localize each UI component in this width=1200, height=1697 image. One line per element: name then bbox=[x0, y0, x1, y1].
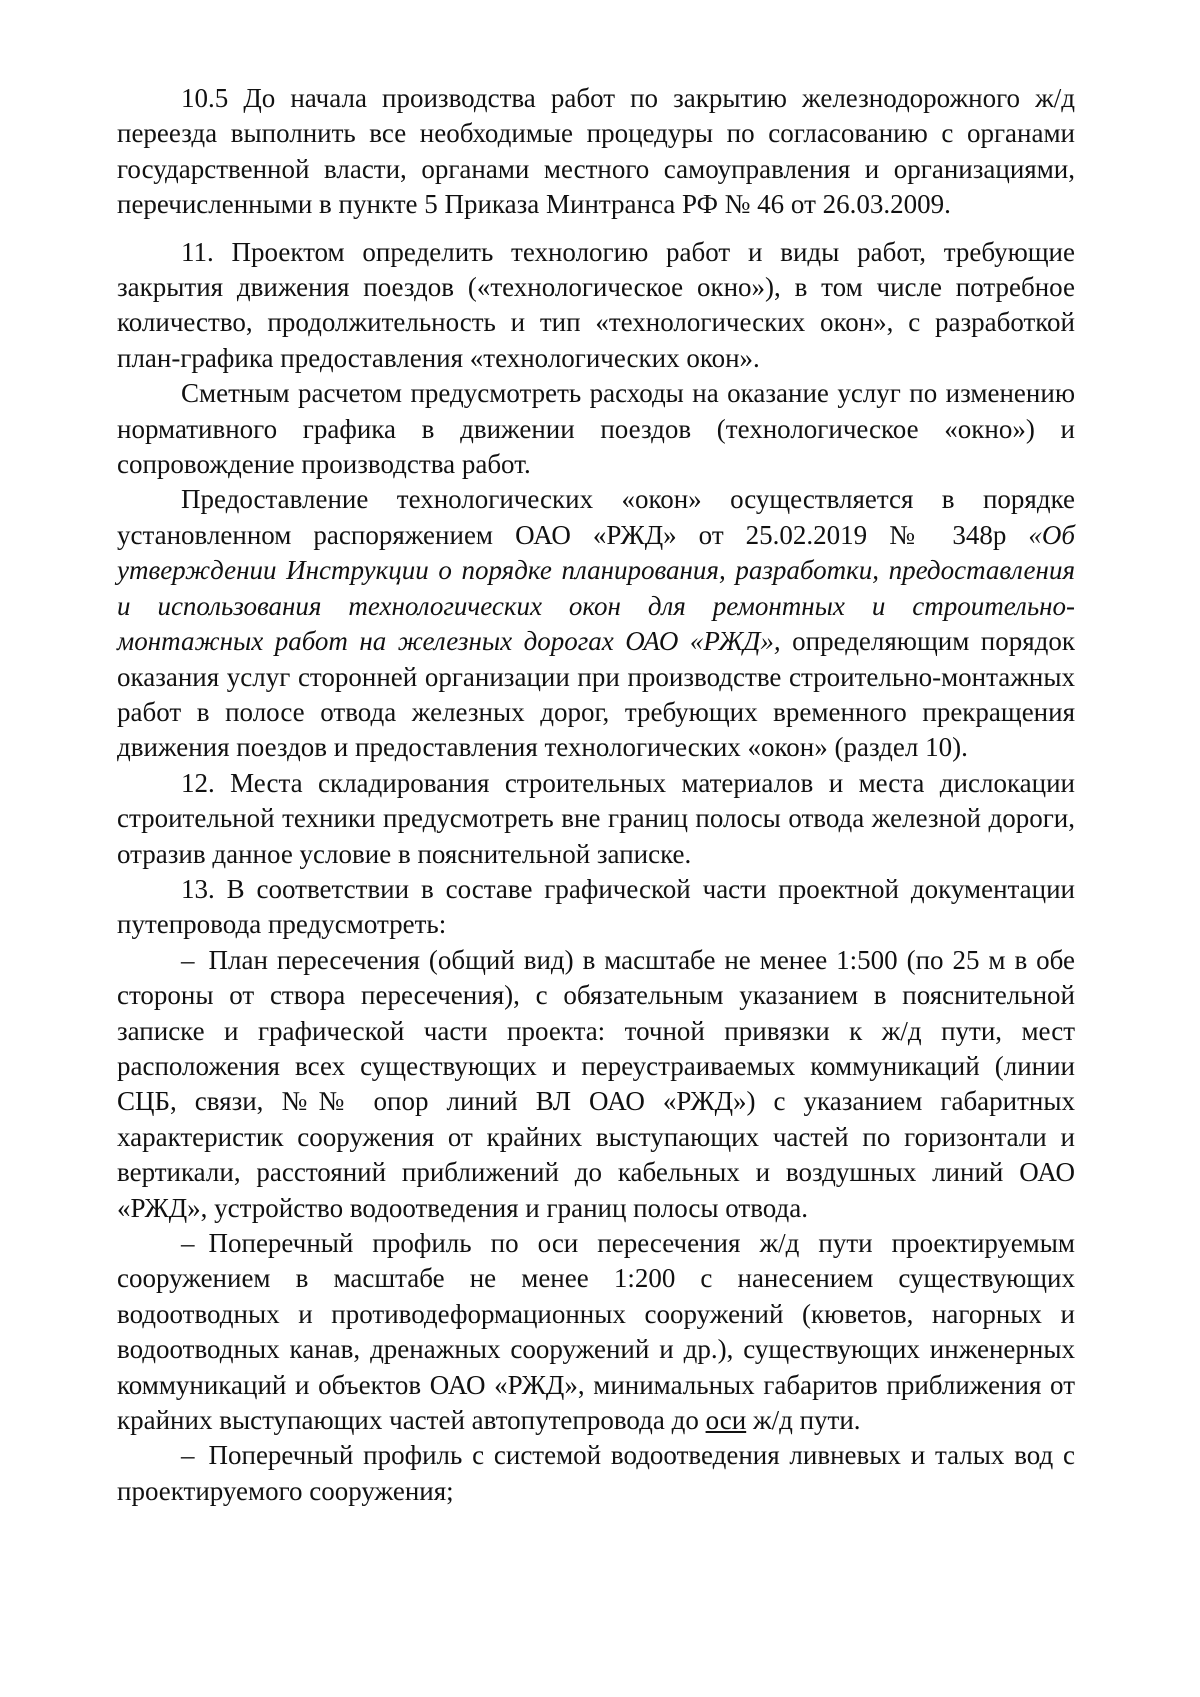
list-dash: – bbox=[181, 1440, 195, 1471]
list-item-plan bbox=[117, 943, 1075, 1226]
document-page bbox=[117, 81, 1075, 1509]
provision-text-start: Предоставление технологических «окон» осуществляется в порядке установленном распоряжением ОАО «РЖД» от 25.02.2019 № 348р bbox=[117, 484, 1075, 550]
paragraph-13: 13. В соответствии в составе графической части проектной документации путепровода предусмотреть: bbox=[117, 873, 1075, 940]
list-item-drainage-profile bbox=[117, 1438, 1075, 1509]
list-dash: – bbox=[181, 1228, 195, 1258]
paragraph-11-provision bbox=[117, 482, 1075, 765]
list-item-cross-profile-text: Поперечный профиль по оси пересечения ж/д пути проектируемым сооружением в масштабе не менее 1:200 с нанесением существующих водоотводных и противодеформационных сооружений (кюветов, нагорных и водоотводных канав, дренажных сооружений и др.), существующих инженерных коммуникаций и объектов ОАО «РЖД», минимальных габаритов приближения от крайних выступающих частей автопутепровода до bbox=[117, 1228, 1075, 1436]
provision-text-end: определяющим порядок оказания услуг сторонней организации при производстве строительно-монтажных работ в полосе отвода железных дорог, требующих временного прекращения движения поездов и предоставления технологических «окон» (раздел 10). bbox=[117, 626, 1075, 763]
list-item-cross-profile-end: ж/д пути. bbox=[746, 1405, 861, 1436]
regulation-title: «Об утверждении Инструкции о порядке планирования, разработки, предоставления и использования технологических окон для ремонтных и строительно-монтажных работ на железных дорогах ОАО «РЖД», bbox=[117, 519, 1075, 657]
list-item-cross-profile bbox=[117, 1226, 1075, 1438]
list-dash: – bbox=[181, 944, 195, 975]
paragraph-12: 12. Места складирования строительных материалов и места дислокации строительной техники предусмотреть вне границ полосы отвода железной дороги, отразив данное условие в пояснительной записке. bbox=[117, 767, 1075, 869]
list-item-drainage-profile-text: Поперечный профиль с системой водоотведения ливневых и талых вод с проектируемого сооружения; bbox=[117, 1440, 1075, 1506]
paragraph-11-estimate: Сметным расчетом предусмотреть расходы на оказание услуг по изменению нормативного графика в движении поездов (технологическое «окно») и сопровождение производства работ. bbox=[117, 378, 1075, 480]
paragraph-11: 11. Проектом определить технологию работ и виды работ, требующие закрытия движения поездов («технологическое окно»), в том числе потребное количество, продолжительность и тип «технологических окон», с разработкой план-графика предоставления «технологических окон». bbox=[117, 236, 1075, 373]
list-item-plan-text: План пересечения (общий вид) в масштабе не менее 1:500 (по 25 м в обе стороны от створа пересечения), с обязательным указанием в пояснительной записке и графической части проекта: точной привязки к ж/д пути, мест расположения всех существующих и переустраиваемых коммуникаций (линии СЦБ, связи, №№ опор линий ВЛ ОАО «РЖД») с указанием габаритных характеристик сооружения от крайних выступающих частей по горизонтали и вертикали, расстояний приближений до кабельных и воздушных линий ОАО «РЖД», устройство водоотведения и границ полосы отвода. bbox=[117, 944, 1075, 1223]
paragraph-10-5: 10.5 До начала производства работ по закрытию железнодорожного ж/д переезда выполнить все необходимые процедуры по согласованию с органами государственной власти, органами местного самоуправления и организациями, перечисленными в пункте 5 Приказа Минтранса РФ № 46 от 26.03.2009. bbox=[117, 83, 1075, 220]
underlined-word: оси bbox=[705, 1405, 747, 1436]
